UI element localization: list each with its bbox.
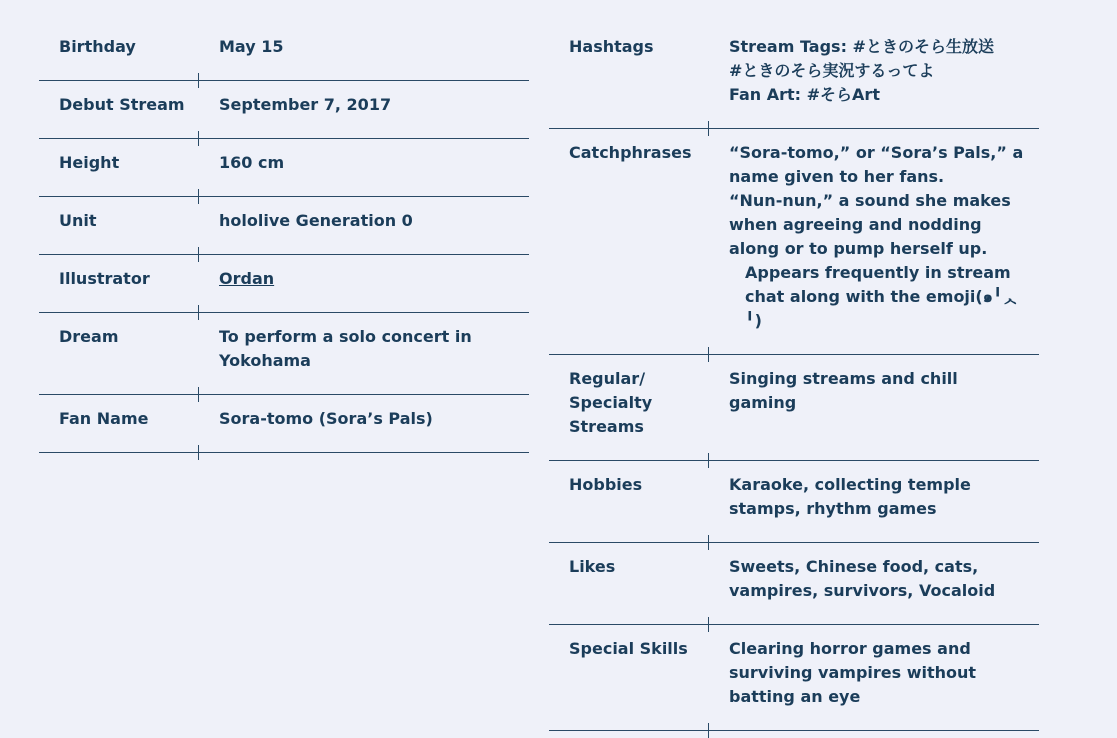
streams-label: Regular/ Specialty Streams xyxy=(569,369,653,436)
hobbies-label: Hobbies xyxy=(569,475,643,494)
illustrator-label: Illustrator xyxy=(59,269,150,288)
likes-label: Likes xyxy=(569,557,616,576)
catchphrase-sora-tomo: “Sora-tomo,” or “Sora’s Pals,” a name given to her fans. xyxy=(729,143,1024,186)
hashtag-fan-art: Fan Art: #そらArt xyxy=(729,85,880,104)
row-debut-stream xyxy=(39,81,529,139)
row-hobbies xyxy=(549,461,1039,543)
hashtag-stream-tags: Stream Tags: #ときのそら生放送 xyxy=(729,37,994,56)
hashtag-gaming: #ときのそら実況するってよ xyxy=(729,61,935,80)
catchphrase-note: Appears frequently in stream chat along with the emoji(๑╹ᆺ╹) xyxy=(745,263,1018,330)
row-catchphrases xyxy=(549,129,1039,355)
unit-label: Unit xyxy=(59,211,97,230)
dream-value: To perform a solo concert in Yokohama xyxy=(219,327,472,370)
row-birthday xyxy=(39,23,529,81)
fan-name-label: Fan Name xyxy=(59,409,149,428)
birthday-label: Birthday xyxy=(59,37,136,56)
special-skills-value: Clearing horror games and surviving vampires without batting an eye xyxy=(729,639,977,706)
illustrator-value xyxy=(199,267,529,291)
profile-table-left xyxy=(39,23,529,453)
streams-value: Singing streams and chill gaming xyxy=(729,369,958,412)
hashtags-value xyxy=(709,35,1039,107)
unit-value: hololive Generation 0 xyxy=(219,211,413,230)
dream-label: Dream xyxy=(59,327,119,346)
height-value: 160 cm xyxy=(219,153,285,172)
row-height xyxy=(39,139,529,197)
row-streams xyxy=(549,355,1039,461)
row-unit xyxy=(39,197,529,255)
hashtags-label: Hashtags xyxy=(569,37,654,56)
birthday-value: May 15 xyxy=(219,37,284,56)
row-illustrator xyxy=(39,255,529,313)
illustrator-link[interactable]: Ordan xyxy=(219,269,275,288)
profile-table-right xyxy=(549,23,1039,731)
catchphrases-label: Catchphrases xyxy=(569,143,692,162)
debut-stream-label: Debut Stream xyxy=(59,95,185,114)
special-skills-label: Special Skills xyxy=(569,639,688,658)
hobbies-value: Karaoke, collecting temple stamps, rhythm games xyxy=(729,475,971,518)
row-special-skills xyxy=(549,625,1039,731)
likes-value: Sweets, Chinese food, cats, vampires, survivors, Vocaloid xyxy=(729,557,996,600)
catchphrase-nun-nun: “Nun-nun,” a sound she makes when agreeing and nodding along or to pump herself up. xyxy=(729,191,1011,258)
debut-stream-value: September 7, 2017 xyxy=(219,95,392,114)
row-fan-name xyxy=(39,395,529,453)
row-hashtags xyxy=(549,23,1039,129)
height-label: Height xyxy=(59,153,120,172)
catchphrases-value xyxy=(709,141,1039,333)
row-likes xyxy=(549,543,1039,625)
row-dream xyxy=(39,313,529,395)
fan-name-value: Sora-tomo (Sora’s Pals) xyxy=(219,409,433,428)
